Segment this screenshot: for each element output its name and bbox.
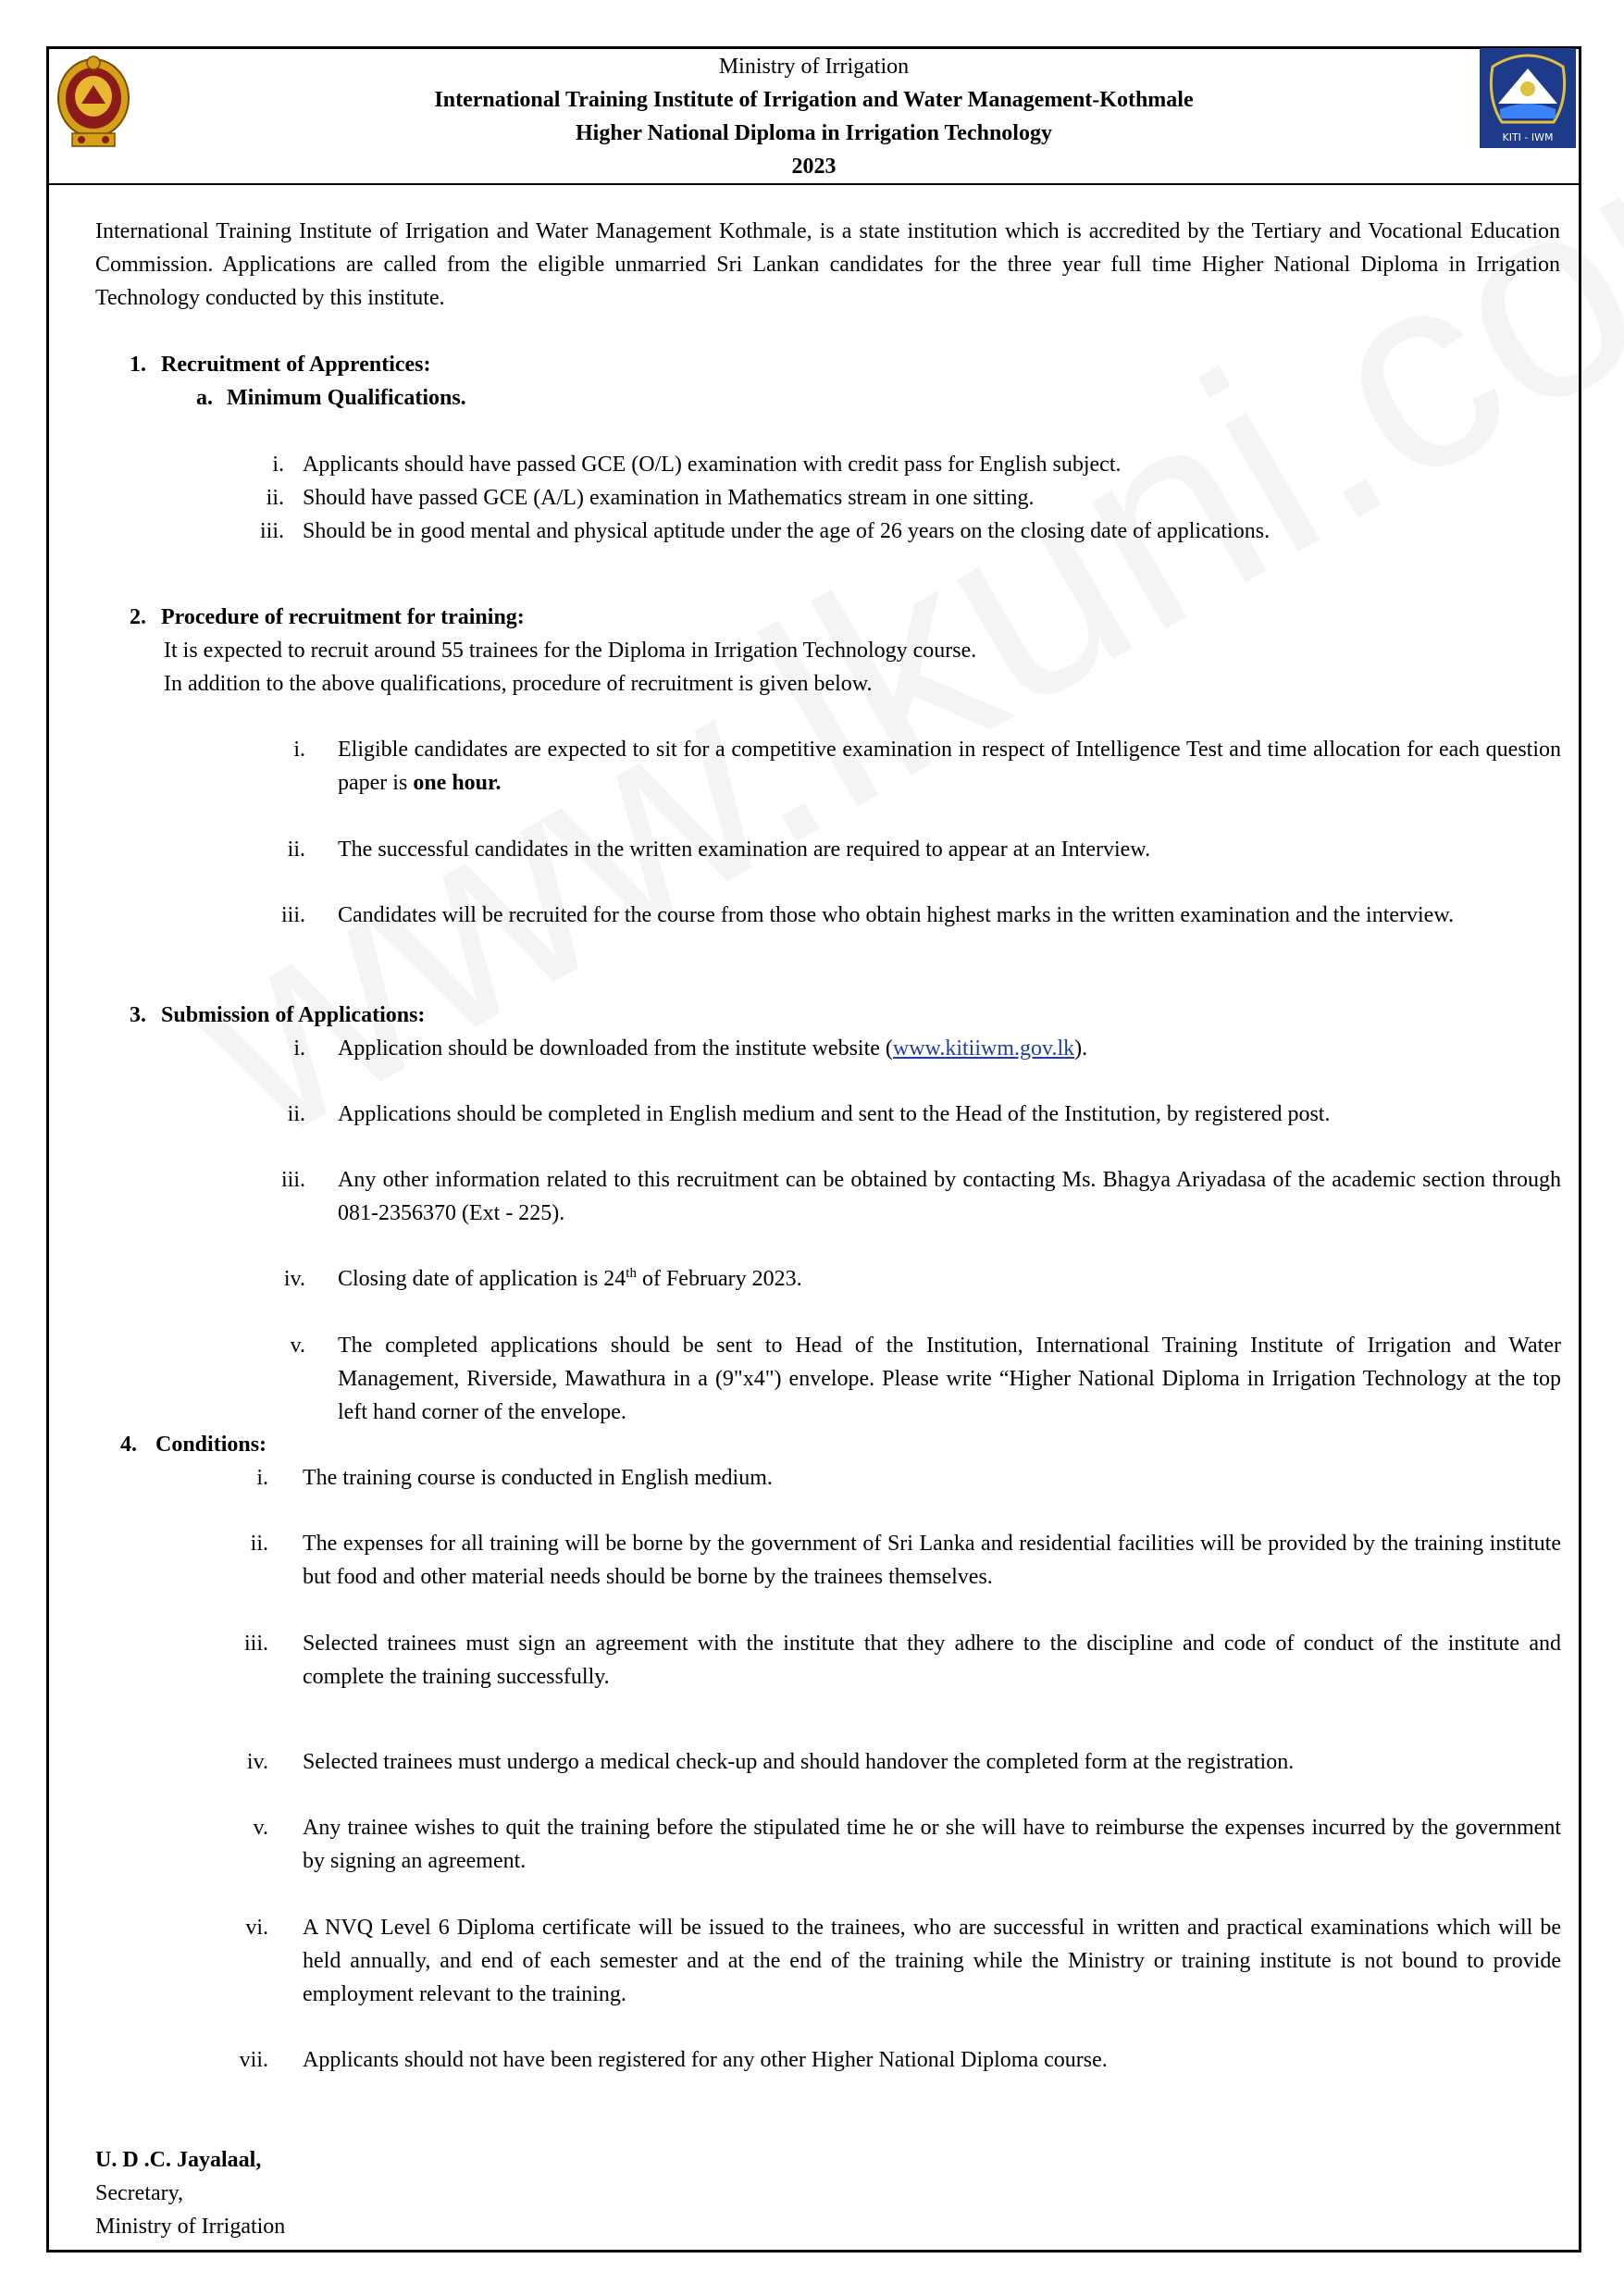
institute-logo-icon [1480, 48, 1576, 148]
header [46, 46, 1581, 185]
list-item-number: iii. [243, 1632, 268, 1656]
list-item: Applicants should not have been registered for any other Higher National Diploma course. [303, 2048, 1108, 2072]
list-item: Any other information related to this recruitment can be obtained by contacting Ms. Bhagya Ariyadasa of the academic section through 081-2356370 (Ext - 225). [338, 1168, 1561, 1225]
section-3-title: Submission of Applications: [161, 1003, 426, 1027]
section-2-number: 2. [130, 605, 146, 629]
list-item-number: v. [290, 1334, 305, 1358]
section-2-title: Procedure of recruitment for training: [161, 605, 525, 629]
logo-text: KITI - IWM [1502, 131, 1554, 143]
section-4-number: 4. [120, 1433, 137, 1457]
list-item-number: v. [253, 1816, 268, 1840]
emphasis-text: one hour. [413, 771, 502, 795]
website-link[interactable]: www.kitiiwm.gov.lk [892, 1036, 1075, 1061]
list-item: Selected trainees must sign an agreement with the institute that they adhere to the discipline and code of conduct of the institute and complete the training successfully. [303, 1632, 1561, 1689]
list-item: Candidates will be recruited for the course from those who obtain highest marks in the written examination and the interview. [338, 903, 1455, 927]
section-2-line-1: It is expected to recruit around 55 trainees for the Diploma in Irrigation Technology course. [164, 639, 977, 663]
list-item-number: ii. [266, 486, 284, 510]
list-item-number: ii. [287, 1102, 305, 1126]
section-2-line-2: In addition to the above qualifications, procedure of recruitment is given below. [164, 672, 873, 696]
list-item: The training course is conducted in English medium. [303, 1466, 773, 1490]
list-item-number: iv. [283, 1267, 305, 1291]
list-item: Eligible candidates are expected to sit for a competitive examination in respect of Intelligence Test and time allocation for each question paper is one hour. [338, 738, 1561, 795]
list-item: Applicants should have passed GCE (O/L) examination with credit pass for English subject. [303, 453, 1122, 477]
section-1-title: Recruitment of Apprentices: [161, 353, 431, 377]
list-item: Applications should be completed in English medium and sent to the Head of the Institution, by registered post. [338, 1102, 1331, 1126]
list-item-number: vi. [245, 1916, 268, 1940]
section-4-title: Conditions: [155, 1433, 267, 1457]
intro-paragraph: International Training Institute of Irrigation and Water Management Kothmale, is a state institution which is accredited by the Tertiary and Vocational Education Commission. Applications are called from the eligible unmarried Sri Lankan candidates for the three year full time Higher National Diploma in Irrigation Technology conducted by this institute. [95, 219, 1560, 310]
list-item: The successful candidates in the written examination are required to appear at an Interview. [338, 838, 1151, 862]
ministry-name: Ministry of Irrigation [718, 55, 910, 79]
list-item-number: ii. [250, 1532, 268, 1556]
list-item: Should be in good mental and physical aptitude under the age of 26 years on the closing date of applications. [303, 519, 1271, 543]
list-item-number: iv. [246, 1750, 268, 1774]
year: 2023 [791, 155, 837, 179]
list-item: Closing date of application is 24th of February 2023. [338, 1266, 802, 1291]
list-item-number: iii. [280, 903, 305, 927]
institute-name: International Training Institute of Irrigation and Water Management-Kothmale [434, 88, 1194, 112]
signatory-title: Secretary, [95, 2181, 184, 2205]
list-item: Selected trainees must undergo a medical check-up and should handover the completed form at the registration. [303, 1750, 1295, 1774]
list-item: The completed applications should be sent to Head of the Institution, International Training Institute of Irrigation and Water Management, Riverside, Mawathura in a (9"x4") envelope. Please write “Higher National Diploma in Irrigation Technology at the top left hand corner of the envelope. [338, 1334, 1561, 1424]
list-item-number: i. [293, 1036, 305, 1061]
list-item: The expenses for all training will be borne by the government of Sri Lanka and residential facilities will be provided by the training institute but food and other material needs should be borne by the trainees themselves. [303, 1532, 1561, 1589]
list-item-number: i. [293, 738, 305, 762]
list-item-number: ii. [287, 838, 305, 862]
programme-title: Higher National Diploma in Irrigation Technology [576, 121, 1052, 145]
section-3-number: 3. [130, 1003, 146, 1027]
section-1-number: 1. [130, 353, 146, 377]
signatory-organization: Ministry of Irrigation [95, 2215, 286, 2239]
list-item: A NVQ Level 6 Diploma certificate will be issued to the trainees, who are successful in written and practical examinations which will be held annually, and end of each semester and at the end of the training while the Ministry or training institute is not bound to provide employment relevant to the training. [303, 1916, 1561, 2006]
list-item: Application should be downloaded from the institute website (www.kitiiwm.gov.lk). [338, 1036, 1088, 1061]
list-item: Any trainee wishes to quit the training before the stipulated time he or she will have to reimburse the expenses incurred by the government by signing an agreement. [303, 1816, 1561, 1873]
section-1a-title: Minimum Qualifications. [227, 386, 466, 410]
section-1a-number: a. [196, 386, 213, 410]
list-item-number: iii. [280, 1168, 305, 1192]
list-item-number: iii. [259, 519, 284, 543]
list-item-number: vii. [239, 2048, 268, 2072]
list-item: Should have passed GCE (A/L) examination in Mathematics stream in one sitting. [303, 486, 1035, 510]
signatory-name: U. D .C. Jayalaal, [95, 2148, 262, 2172]
list-item-number: i. [256, 1466, 268, 1490]
list-item-number: i. [272, 453, 284, 477]
